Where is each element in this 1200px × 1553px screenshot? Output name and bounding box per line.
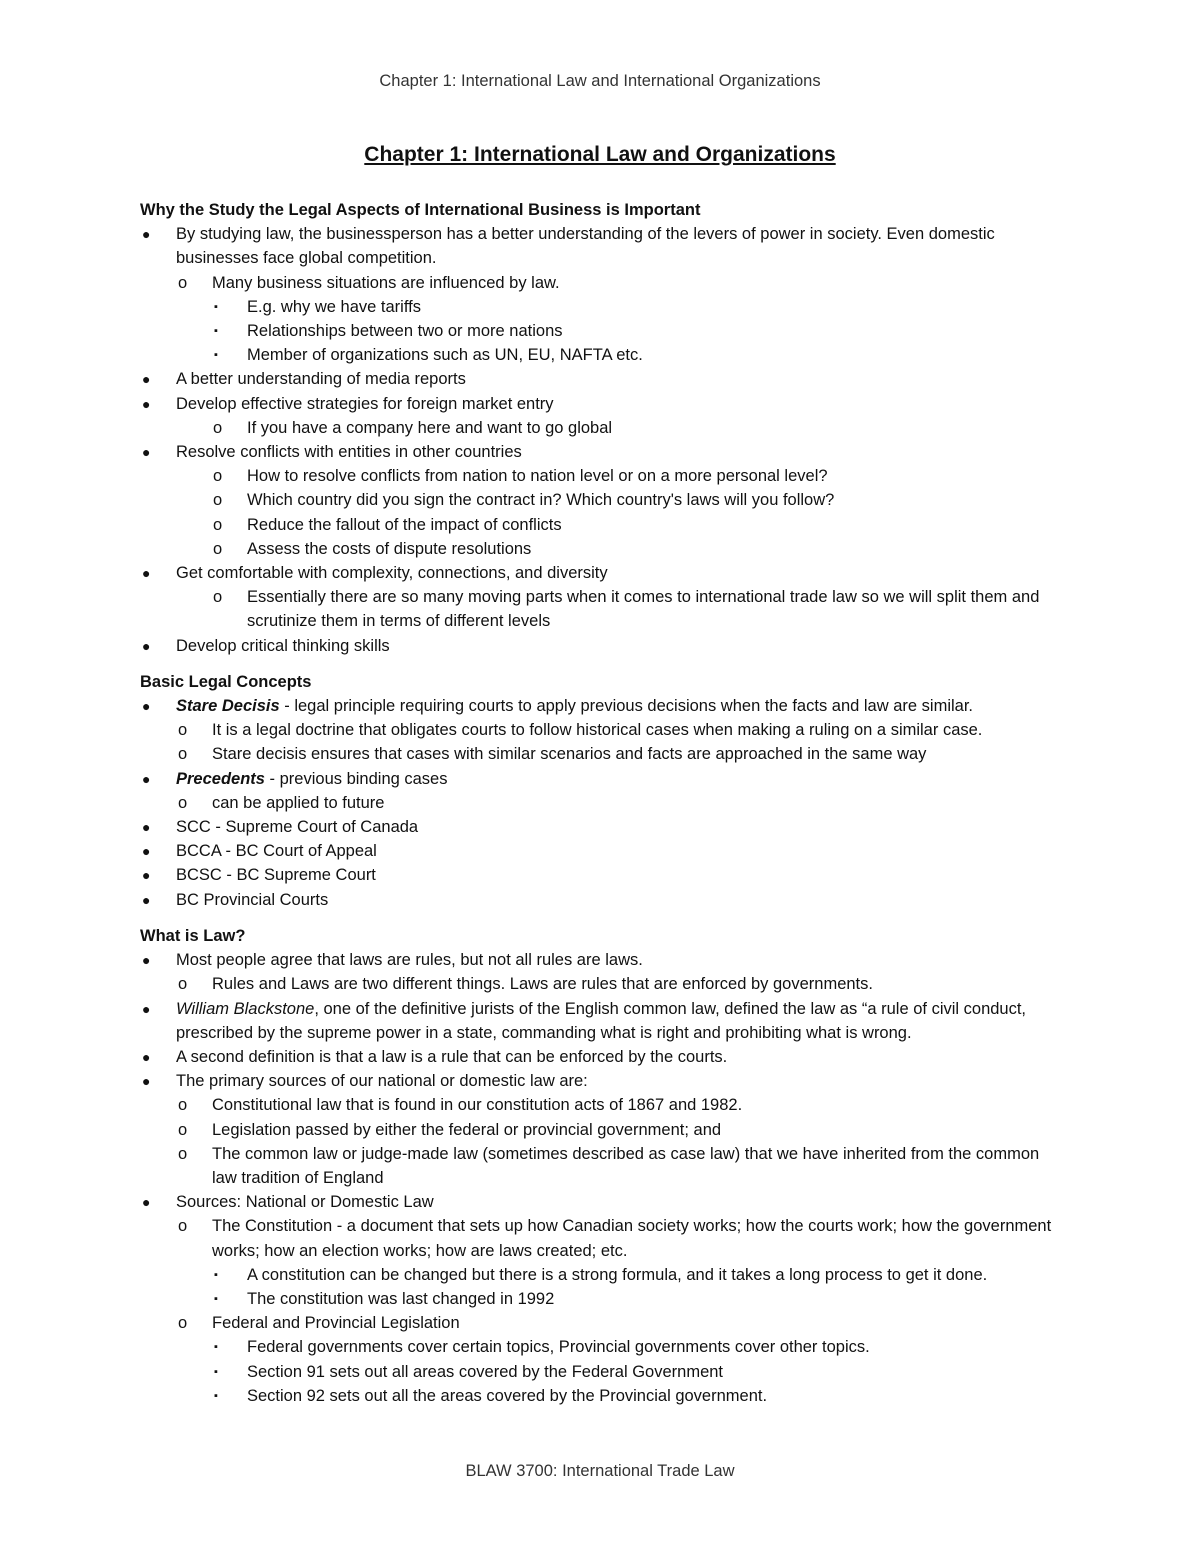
- list-item: [140, 1384, 1060, 1408]
- list-item: [140, 1263, 1060, 1287]
- list-item-text: The constitution was last changed in 1992: [247, 1289, 555, 1308]
- bullet-icon: ●: [142, 1048, 151, 1065]
- circle-bullet-icon: o: [213, 418, 223, 437]
- circle-bullet-icon: o: [178, 1144, 188, 1163]
- list-item-text: Develop critical thinking skills: [176, 636, 390, 655]
- list-item-text: Section 92 sets out all the areas covered by the Provincial government.: [247, 1386, 768, 1405]
- list-item: [140, 343, 1060, 367]
- list-item: [140, 392, 1060, 416]
- list-item-text: Member of organizations such as UN, EU, NAFTA etc.: [247, 346, 643, 365]
- square-bullet-icon: ▪: [214, 1268, 218, 1281]
- bullet-icon: ●: [142, 226, 151, 243]
- circle-bullet-icon: o: [178, 1217, 188, 1236]
- list-item-text: Rules and Laws are two different things. Laws are rules that are enforced by governments.: [212, 975, 873, 994]
- bullet-icon: ●: [142, 1194, 151, 1211]
- section-heading: Why the Study the Legal Aspects of International Business is Important: [140, 201, 701, 219]
- definition-text: , one of the definitive jurists of the English common law, defined the law as “a rule of civil conduct, prescribed by the supreme power in a state, commanding what is right and prohibiting what is wrong.: [176, 999, 1027, 1042]
- bullet-icon: ●: [142, 637, 151, 654]
- list-item: [140, 1311, 1060, 1335]
- list-item-text: Federal and Provincial Legislation: [212, 1314, 460, 1333]
- circle-bullet-icon: o: [213, 539, 223, 558]
- list-item-text: BC Provincial Courts: [176, 890, 329, 909]
- page-header: Chapter 1: International Law and International Organizations: [379, 72, 821, 90]
- bullet-icon: ●: [142, 843, 151, 860]
- circle-bullet-icon: o: [213, 515, 223, 534]
- list-item: [140, 1360, 1060, 1384]
- circle-bullet-icon: o: [213, 491, 223, 510]
- list-item-text: Essentially there are so many moving parts when it comes to international trade law so we will split them and scrutinize them in terms of different levels: [247, 588, 1040, 631]
- list-item: [140, 1093, 1060, 1117]
- square-bullet-icon: ▪: [214, 349, 218, 362]
- bullet-icon: ●: [142, 819, 151, 836]
- document-title: Chapter 1: International Law and Organizations: [364, 143, 836, 166]
- circle-bullet-icon: o: [178, 975, 188, 994]
- list-item: [140, 1045, 1060, 1069]
- list-item-text: SCC - Supreme Court of Canada: [176, 818, 419, 837]
- section-heading: Basic Legal Concepts: [140, 672, 312, 691]
- term-definition: - legal principle requiring courts to apply previous decisions when the facts and law are similar.: [279, 697, 974, 716]
- list-item: [140, 295, 1060, 319]
- list-item: [140, 815, 1060, 839]
- list-item-text: Stare decisis ensures that cases with similar scenarios and facts are approached in the same way: [212, 745, 927, 764]
- list-item: [140, 1069, 1060, 1093]
- term-definition: - previous binding cases: [264, 769, 448, 788]
- bullet-icon: ●: [142, 371, 151, 388]
- list-item: [140, 634, 1060, 658]
- list-item: [140, 718, 1060, 742]
- section-why-study: [140, 198, 1060, 658]
- bullet-icon: ●: [142, 395, 151, 412]
- section-basic-legal-concepts: [140, 670, 1060, 912]
- jurist-name: William Blackstone: [176, 999, 315, 1018]
- list-item: [140, 585, 1060, 633]
- list-item: [140, 464, 1060, 488]
- list-item: [140, 839, 1060, 863]
- list-item: [140, 1335, 1060, 1359]
- section-heading: What is Law?: [140, 926, 246, 945]
- square-bullet-icon: ▪: [214, 1389, 218, 1402]
- bullet-icon: ●: [142, 444, 151, 461]
- square-bullet-icon: ▪: [214, 325, 218, 338]
- circle-bullet-icon: o: [178, 1096, 188, 1115]
- list-item: [140, 271, 1060, 295]
- section-what-is-law: [140, 924, 1060, 1408]
- list-item-text: By studying law, the businessperson has a better understanding of the levers of power in society. Even domestic businesses face global competition.: [176, 225, 995, 268]
- list-item-text: Many business situations are influenced by law.: [212, 273, 560, 292]
- list-item-text: [176, 997, 1060, 1045]
- list-item: [140, 997, 1060, 1045]
- list-item-text: Which country did you sign the contract in? Which country's laws will you follow?: [247, 491, 835, 510]
- term-precedents: Precedents: [176, 769, 265, 788]
- list-item-text: Develop effective strategies for foreign market entry: [176, 394, 554, 413]
- list-item-text: BCSC - BC Supreme Court: [176, 866, 376, 885]
- list-item: [140, 694, 1060, 718]
- square-bullet-icon: ▪: [214, 300, 218, 313]
- list-item: [140, 416, 1060, 440]
- list-item: [140, 1142, 1060, 1190]
- list-item: [140, 791, 1060, 815]
- circle-bullet-icon: o: [178, 745, 188, 764]
- list-item: [140, 972, 1060, 996]
- list-item-text: The Constitution - a document that sets up how Canadian society works; how the courts work; how the government works; how an election works; how are laws created; etc.: [212, 1217, 1052, 1260]
- list-item-text: If you have a company here and want to go global: [247, 418, 613, 437]
- square-bullet-icon: ▪: [214, 1341, 218, 1354]
- list-item-text: E.g. why we have tariffs: [247, 297, 421, 316]
- circle-bullet-icon: o: [178, 1120, 188, 1139]
- list-item: [140, 561, 1060, 585]
- list-item: [140, 948, 1060, 972]
- list-item-text: [176, 767, 1060, 791]
- list-item-text: A constitution can be changed but there is a strong formula, and it takes a long process to get it done.: [247, 1265, 988, 1284]
- list-item-text: Federal governments cover certain topics, Provincial governments cover other topics.: [247, 1338, 870, 1357]
- list-item: [140, 767, 1060, 791]
- list-item-text: Assess the costs of dispute resolutions: [247, 539, 532, 558]
- list-item: [140, 537, 1060, 561]
- list-item: [140, 222, 1060, 270]
- bullet-icon: ●: [142, 770, 151, 787]
- list-item: [140, 488, 1060, 512]
- list-item-text: Relationships between two or more nations: [247, 322, 563, 341]
- list-item-text: Legislation passed by either the federal or provincial government; and: [212, 1120, 722, 1139]
- bullet-icon: ●: [142, 867, 151, 884]
- list-item-text: BCCA - BC Court of Appeal: [176, 842, 377, 861]
- list-item: [140, 513, 1060, 537]
- list-item-text: The common law or judge-made law (sometimes described as case law) that we have inherited from the common law tradition of England: [212, 1144, 1040, 1187]
- list-item: [140, 319, 1060, 343]
- bullet-icon: ●: [142, 891, 151, 908]
- circle-bullet-icon: o: [178, 793, 188, 812]
- list-item-text: A second definition is that a law is a rule that can be enforced by the courts.: [176, 1047, 728, 1066]
- list-item: [140, 1214, 1060, 1262]
- bullet-icon: ●: [142, 1073, 151, 1090]
- circle-bullet-icon: o: [213, 588, 223, 607]
- document-body: [140, 198, 1060, 1420]
- bullet-icon: ●: [142, 952, 151, 969]
- list-item-text: Most people agree that laws are rules, but not all rules are laws.: [176, 951, 643, 970]
- circle-bullet-icon: o: [178, 1314, 188, 1333]
- bullet-icon: ●: [142, 1000, 151, 1017]
- circle-bullet-icon: o: [178, 273, 188, 292]
- list-item-text: [176, 694, 1060, 718]
- square-bullet-icon: ▪: [214, 1292, 218, 1305]
- list-item: [140, 367, 1060, 391]
- list-item-text: Get comfortable with complexity, connections, and diversity: [176, 564, 608, 583]
- list-item: [140, 1190, 1060, 1214]
- circle-bullet-icon: o: [178, 721, 188, 740]
- list-item-text: Reduce the fallout of the impact of conflicts: [247, 515, 562, 534]
- list-item-text: Constitutional law that is found in our constitution acts of 1867 and 1982.: [212, 1096, 743, 1115]
- list-item-text: A better understanding of media reports: [176, 370, 466, 389]
- term-stare-decisis: Stare Decisis: [176, 697, 280, 716]
- list-item-text: The primary sources of our national or domestic law are:: [176, 1072, 588, 1091]
- square-bullet-icon: ▪: [214, 1365, 218, 1378]
- bullet-icon: ●: [142, 698, 151, 715]
- list-item: [140, 863, 1060, 887]
- list-item-text: can be applied to future: [212, 793, 385, 812]
- list-item-text: Sources: National or Domestic Law: [176, 1193, 434, 1212]
- list-item-text: Resolve conflicts with entities in other countries: [176, 443, 522, 462]
- bullet-icon: ●: [142, 565, 151, 582]
- list-item: [140, 888, 1060, 912]
- list-item: [140, 1287, 1060, 1311]
- list-item: [140, 440, 1060, 464]
- page-footer: BLAW 3700: International Trade Law: [465, 1462, 735, 1480]
- list-item-text: How to resolve conflicts from nation to nation level or on a more personal level?: [247, 467, 828, 486]
- list-item-text: Section 91 sets out all areas covered by the Federal Government: [247, 1362, 724, 1381]
- list-item: [140, 742, 1060, 766]
- circle-bullet-icon: o: [213, 467, 223, 486]
- list-item-text: It is a legal doctrine that obligates courts to follow historical cases when making a ruling on a similar case.: [212, 721, 983, 740]
- list-item: [140, 1118, 1060, 1142]
